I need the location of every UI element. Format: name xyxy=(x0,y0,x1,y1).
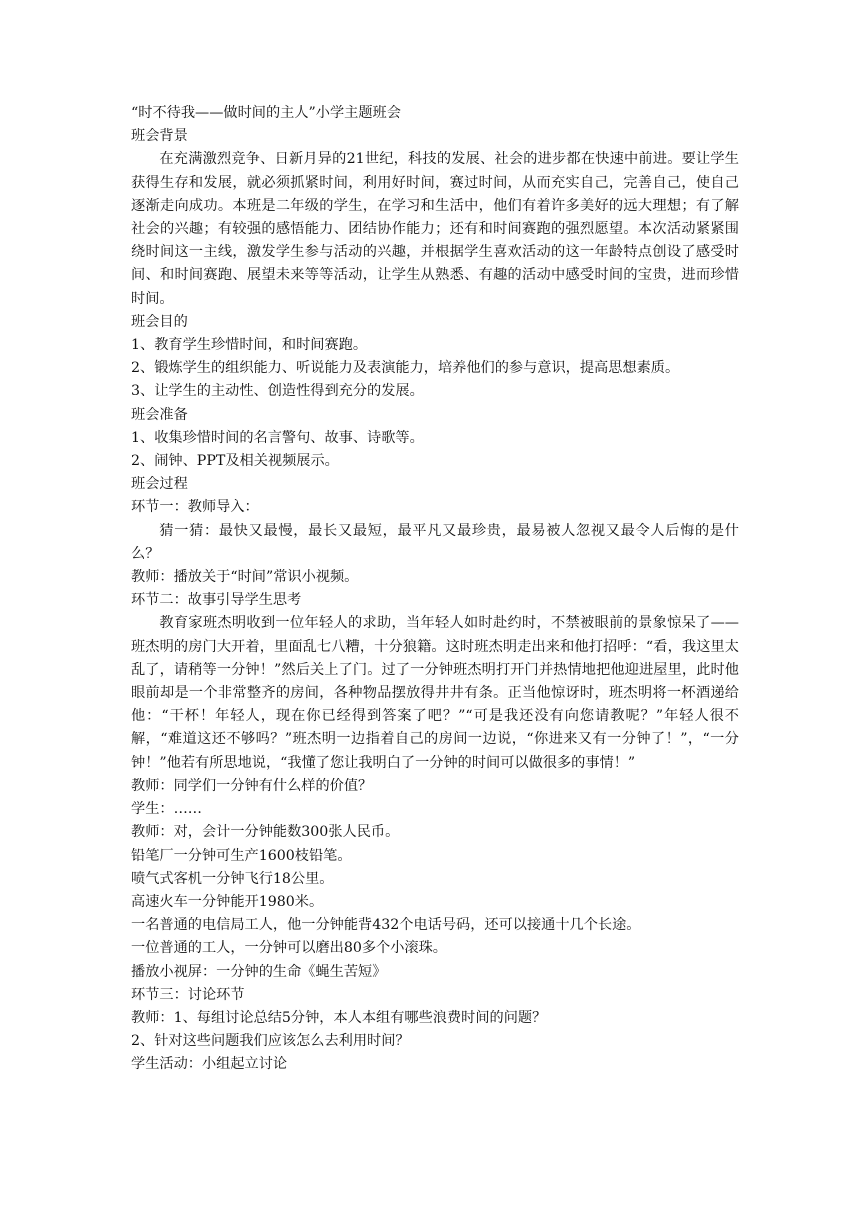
teacher-line: 教师：播放关于“时间”常识小视频。 xyxy=(131,569,359,586)
dialog-line: 一名普通的电信局工人，他一分钟能背432个电话号码，还可以接通十几个长途。 xyxy=(131,917,641,934)
dialog-line: 喷气式客机一分钟飞行18公里。 xyxy=(131,870,334,887)
document-title: “时不待我——做时间的主人”小学主题班会 xyxy=(131,105,401,121)
discussion-line: 学生活动：小组起立讨论 xyxy=(131,1056,288,1073)
riddle-paragraph: 猜一猜：最快又最慢，最长又最短，最平凡又最珍贵，最易被人忽视又最令人后悔的是什么？ xyxy=(131,522,739,562)
step-heading: 环节三：讨论环节 xyxy=(131,986,245,1003)
dialog-line: 播放小视屏：一分钟的生命《蝇生苦短》 xyxy=(131,963,387,980)
prep-item: 2、闹钟、PPT及相关视频展示。 xyxy=(131,453,339,470)
dialog-line: 学生：…… xyxy=(131,801,202,818)
dialog-line: 铅笔厂一分钟可生产1600枝铅笔。 xyxy=(131,847,352,864)
goal-item: 2、锻炼学生的组织能力、听说能力及表演能力，培养他们的参与意识，提高思想素质。 xyxy=(131,360,680,377)
dialog-line: 高速火车一分钟能开1980米。 xyxy=(131,893,324,910)
section-heading-process: 班会过程 xyxy=(131,476,188,493)
step-heading: 环节一：教师导入： xyxy=(131,499,259,516)
background-paragraph: 在充满激烈竞争、日新月异的21世纪，科技的发展、社会的进步都在快速中前进。要让学生获得生存和发展，就必须抓紧时间，利用好时间，赛过时间，从而充实自己，完善自己，使自己逐渐走向成功。本班是二年级的学生，在学习和生活中，他们有着许多美好的远大理想；有了解社会的兴趣；有较强的感悟能力、团结协作能力；还有和时间赛跑的强烈愿望。本次活动紧紧围绕时间这一主线，激发学生参与活动的兴趣，并根据学生喜欢活动的这一年龄特点创设了感受时间、和时间赛跑、展望未来等等活动，让学生从熟悉、有趣的活动中感受时间的宝贵，进而珍惜时间。 xyxy=(131,151,739,307)
dialog-line: 教师：同学们一分钟有什么样的价值？ xyxy=(131,777,373,794)
dialog-line: 一位普通的工人，一分钟可以磨出80多个小滚珠。 xyxy=(131,940,447,957)
discussion-line: 2、针对这些问题我们应该怎么去利用时间？ xyxy=(131,1033,410,1050)
section-heading-background: 班会背景 xyxy=(131,128,188,145)
section-heading-goals: 班会目的 xyxy=(131,313,188,330)
goal-item: 1、教育学生珍惜时间，和时间赛跑。 xyxy=(131,337,368,354)
dialog-line: 教师：对，会计一分钟能数300张人民币。 xyxy=(131,824,400,841)
prep-item: 1、收集珍惜时间的名言警句、故事、诗歌等。 xyxy=(131,429,424,446)
story-paragraph: 教育家班杰明收到一位年轻人的求助，当年轻人如时赴约时，不禁被眼前的景象惊呆了——班杰明的房门大开着，里面乱七八糟，十分狼籍。这时班杰明走出来和他打招呼：“看，我这里太乱了，请稍等一分钟！”然后关上了门。过了一分钟班杰明打开门并热情地把他迎进屋里，此时他眼前却是一个非常整齐的房间，各种物品摆放得井井有条。正当他惊讶时，班杰明将一杯酒递给他：“干杯！年轻人，现在你已经得到答案了吧？”“可是我还没有向您请教呢？”年轻人很不解，“难道这还不够吗？”班杰明一边指着自己的房间一边说，“你进来又有一分钟了！”，“一分钟！”他若有所思地说，“我懂了您让我明白了一分钟的时间可以做很多的事情！” xyxy=(131,615,739,771)
discussion-line: 教师：1、每组讨论总结5分钟，本人本组有哪些浪费时间的问题？ xyxy=(131,1009,547,1026)
section-heading-prep: 班会准备 xyxy=(131,406,188,423)
step-heading: 环节二：故事引导学生思考 xyxy=(131,592,302,609)
document-page xyxy=(131,102,739,1077)
goal-item: 3、让学生的主动性、创造性得到充分的发展。 xyxy=(131,383,424,400)
